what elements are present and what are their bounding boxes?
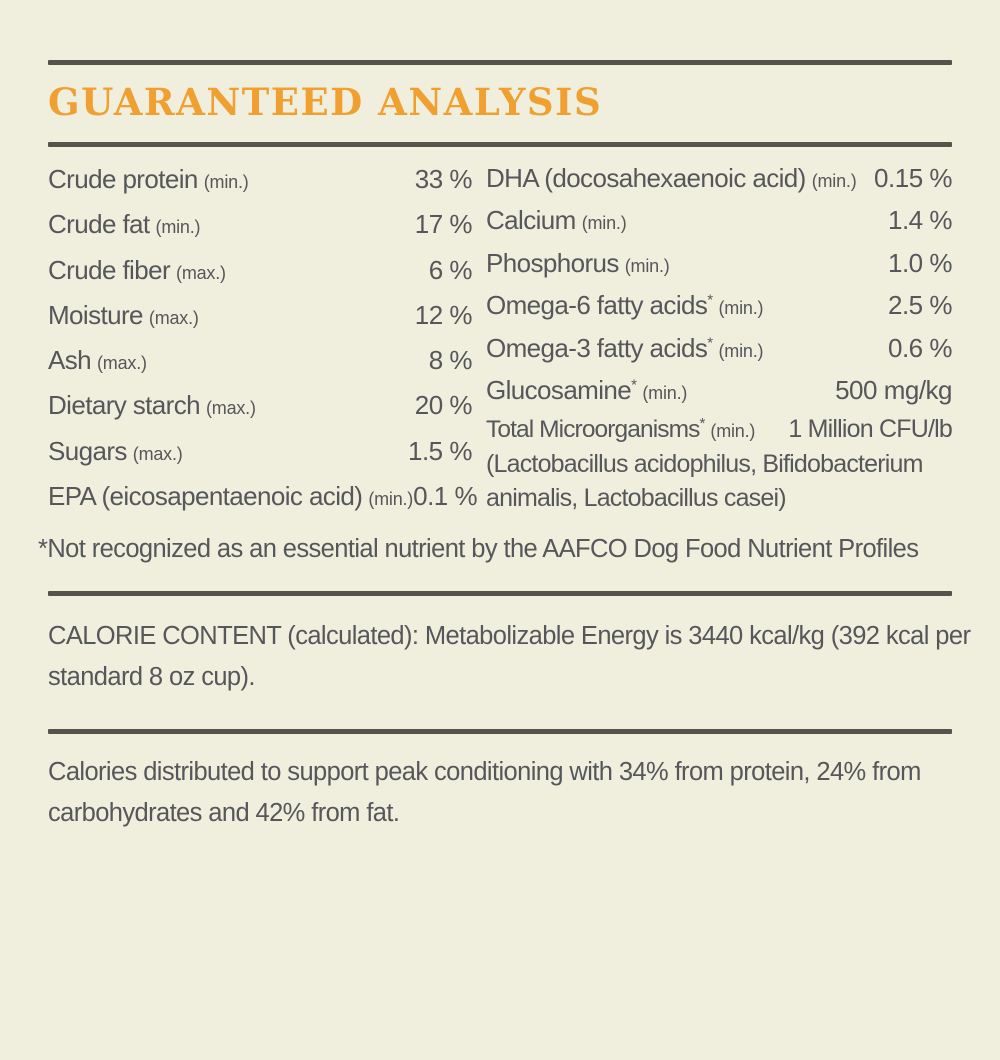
nutrient-value: 1.5 % [408, 435, 472, 466]
nutrient-value: 1.0 % [888, 247, 952, 278]
nutrient-value: 0.6 % [888, 332, 952, 363]
nutrient-label [486, 327, 763, 372]
nutrient-value: 1.4 % [888, 205, 952, 236]
nutrient-name: Crude fiber [48, 254, 171, 285]
nutrient-name: Ash [48, 345, 92, 376]
nutrient-label [486, 369, 687, 414]
nutrient-name: DHA (docosahexaenoic acid) [486, 163, 806, 193]
nutrient-value: 0.1 % [413, 481, 478, 512]
nutrient-label [48, 474, 413, 522]
calorie-distribution-line-2: carbohydrates and 42% from fat. [48, 799, 400, 828]
footnote-asterisk: * [707, 333, 713, 351]
nutrient-qualifier: (max.) [205, 398, 256, 419]
analysis-row-calcium [486, 199, 952, 241]
nutrient-name: Crude fat [48, 209, 150, 240]
nutrient-value: 8 % [428, 345, 472, 376]
analysis-row-phosphorus [486, 242, 952, 284]
analysis-row-omega6 [486, 284, 952, 326]
nutrient-value: 6 % [428, 254, 472, 285]
microorganisms-species-line-1: (Lactobacillus acidophilus, Bifidobacterium [486, 450, 923, 479]
calorie-content-line-2: standard 8 oz cup). [48, 663, 255, 692]
distribution-section-divider [48, 729, 952, 734]
calorie-distribution-line-1: Calories distributed to support peak conditioning with 34% from protein, 24% from [48, 758, 921, 787]
nutrient-qualifier: (min.) [624, 255, 670, 276]
nutrient-qualifier: (min.) [581, 213, 627, 234]
nutrient-name: Omega-6 fatty acids [486, 290, 708, 321]
nutrient-value: 12 % [414, 299, 472, 330]
nutrient-label [48, 202, 200, 250]
nutrient-label [48, 293, 199, 341]
nutrient-name: Moisture [48, 299, 143, 330]
nutrient-value: 1 Million CFU/lb [788, 415, 952, 444]
calorie-distribution-statement [48, 752, 952, 834]
footnote-asterisk: * [707, 291, 713, 309]
analysis-row-sugars [48, 429, 472, 474]
nutrient-qualifier: (max.) [132, 443, 183, 464]
analysis-column-right [486, 157, 952, 519]
calorie-section-divider [48, 591, 952, 596]
nutrient-label [486, 412, 755, 449]
analysis-row-crude-protein [48, 157, 472, 202]
nutrient-qualifier: (min.) [710, 421, 756, 442]
nutrient-qualifier: (min.) [368, 489, 414, 510]
nutrient-qualifier: (min.) [718, 298, 764, 319]
nutrient-qualifier: (max.) [97, 353, 147, 374]
nutrient-name: Calcium [486, 205, 576, 236]
microorganisms-species-line-2: animalis, Lactobacillus casei) [486, 484, 786, 513]
analysis-row-dha [486, 157, 952, 199]
analysis-row-crude-fat [48, 202, 472, 247]
analysis-column-left [48, 157, 478, 519]
nutrient-name: Omega-3 fatty acids [486, 332, 708, 363]
nutrient-name: Crude protein [48, 164, 198, 194]
nutrient-label [48, 429, 183, 477]
footnote-asterisk: * [699, 415, 705, 433]
nutrient-label [48, 248, 226, 296]
nutrient-label [486, 157, 857, 202]
nutrient-value: 33 % [414, 164, 472, 194]
analysis-row-dietary-starch [48, 383, 472, 428]
nutrient-name: Phosphorus [486, 247, 619, 278]
nutrient-value: 0.15 % [874, 163, 952, 193]
title-divider [48, 142, 952, 147]
nutrient-qualifier: (min.) [155, 217, 201, 238]
nutrient-label [48, 383, 256, 431]
analysis-row-glucosamine [486, 369, 952, 411]
nutrient-name: Glucosamine [486, 374, 632, 405]
footnote-asterisk: * [631, 376, 637, 394]
nutrient-name: Sugars [48, 435, 127, 466]
nutrient-label [486, 242, 670, 287]
nutrient-value: 20 % [414, 390, 472, 421]
top-divider [48, 60, 952, 65]
nutrient-qualifier: (max.) [148, 307, 199, 328]
analysis-row-epa [48, 474, 478, 519]
analysis-row-crude-fiber [48, 248, 472, 293]
analysis-row-total-microorganisms [486, 411, 952, 447]
analysis-row-ash [48, 338, 472, 383]
nutrient-value: 17 % [414, 209, 472, 240]
nutrient-qualifier: (min.) [718, 340, 764, 361]
analysis-row-omega3 [486, 327, 952, 369]
nutrient-qualifier: (min.) [811, 171, 857, 191]
analysis-table [48, 157, 952, 519]
nutrient-qualifier: (max.) [176, 262, 226, 283]
nutrient-name: Total Microorganisms [486, 416, 700, 444]
nutrient-label [48, 157, 249, 205]
nutrient-name: Dietary starch [48, 390, 200, 421]
analysis-row-moisture [48, 293, 472, 338]
nutrient-qualifier: (min.) [642, 382, 688, 403]
nutrient-label [486, 284, 763, 329]
nutrient-value: 500 mg/kg [835, 374, 952, 405]
nutrient-qualifier: (min.) [203, 172, 249, 192]
panel-title: GUARANTEED ANALYSIS [48, 80, 603, 124]
nutrient-label [48, 338, 147, 386]
nutrient-value: 2.5 % [888, 290, 952, 321]
nutrient-label [486, 199, 627, 244]
calorie-content-statement [48, 616, 971, 698]
nutrient-name: EPA (eicosapentaenoic acid) [48, 481, 363, 512]
calorie-content-line-1: CALORIE CONTENT (calculated): Metabolizable Energy is 3440 kcal/kg (392 kcal per [48, 622, 971, 651]
guaranteed-analysis-panel [0, 60, 1000, 834]
aafco-footnote: *Not recognized as an essential nutrient by the AAFCO Dog Food Nutrient Profiles [38, 535, 919, 564]
